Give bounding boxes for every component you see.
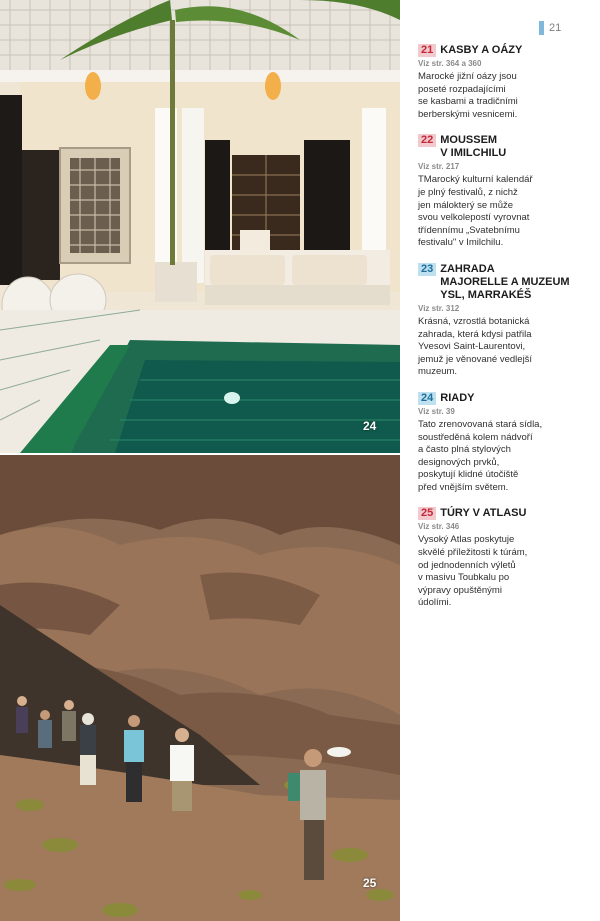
entry-number-badge: 22 [418,134,436,147]
highlights-sidebar [418,44,590,623]
entry-number-badge: 21 [418,44,436,57]
entry-number-badge: 25 [418,507,436,520]
entry-description: Vysoký Atlas poskytuje skvělé příležitosti k túrám, od jednodenních výletů v masivu Toubkalu po výpravy opuštěnými údolími. [418,534,528,609]
entry-title [418,392,590,405]
entry-title [418,263,590,302]
entry-heading: ZAHRADA MAJORELLE A MUZEUM YSL, MARRAKÉŠ [440,262,570,301]
entry-22 [418,134,590,250]
entry-heading: RIADY [440,391,475,404]
entry-heading: TÚRY V ATLASU [440,507,527,520]
page-reference: Viz str. 217 [418,162,460,172]
entry-description: Krásná, vzrostlá botanická zahrada, která kdysi patřila Yvesovi Saint-Laurentovi, jemuž je věnované vedlejší muzeum. [418,315,533,378]
entry-description: TMarocký kulturní kalendář je plný festivalů, z nichž jen málokterý se může svou velkolepostí vyrovnat třídennímu „Svatebnímu festivalu" v Imilchilu. [418,174,533,249]
page-reference: Viz str. 346 [418,522,460,532]
page-reference: Viz str. 364 a 360 [418,59,482,68]
entry-number-badge: 23 [418,263,436,276]
riad-courtyard-photo [0,0,400,453]
atlas-trek-photo [0,455,400,921]
page-reference: Viz str. 312 [418,303,460,313]
entry-title [418,507,590,520]
entry-title [418,44,590,57]
entry-description: Marocké jižní oázy jsou poseté rozpadajícími se kasbami a tradičními berberskými vesnicemi. [418,71,518,120]
folio-accent-bar [539,21,544,35]
page-number: 21 [549,22,562,34]
entry-23 [418,263,590,379]
entry-25 [418,507,590,610]
page-reference: Viz str. 39 [418,406,455,416]
entry-title [418,134,590,160]
photo-number-24: 24 [363,419,377,433]
entry-24 [418,392,590,495]
page-folio [539,21,561,35]
photo-number-25: 25 [363,876,377,890]
entry-21 [418,44,590,121]
entry-description: Tato zrenovovaná stará sídla, soustředěná kolem nádvoří a často plná stylových designových prvků, poskytují klidné útočiště před vnějším světem. [418,418,543,493]
entry-heading: KASBY A OÁZY [440,44,523,56]
entry-heading: MOUSSEM V IMILCHILU [440,134,507,160]
entry-number-badge: 24 [418,392,436,405]
